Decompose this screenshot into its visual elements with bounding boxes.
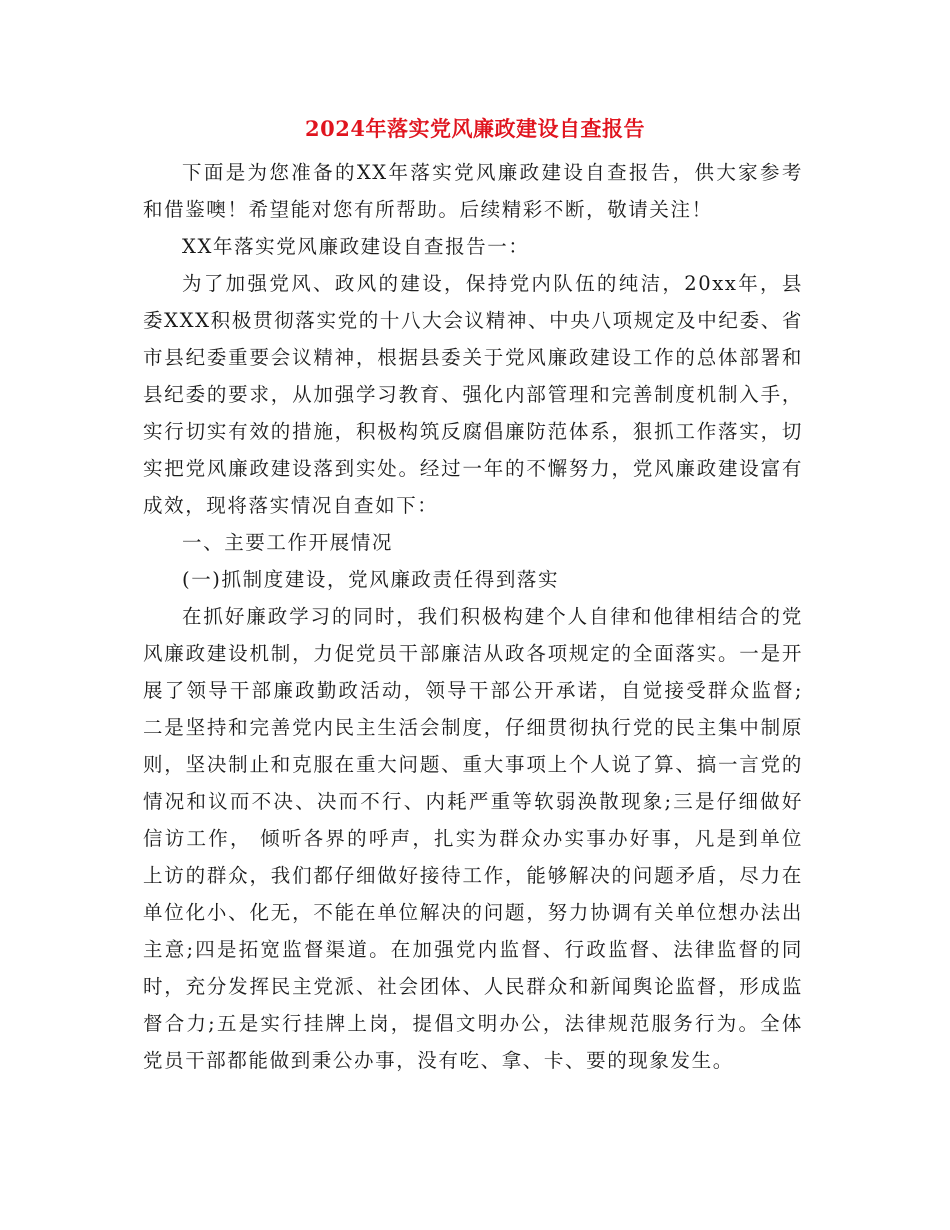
- intro-paragraph: 下面是为您准备的XX年落实党风廉政建设自查报告，供大家参考和借鉴噢！希望能对您有所帮助。后续精彩不断，敬请关注！: [143, 161, 803, 221]
- report-heading: XX年落实党风廉政建设自查报告一：: [182, 235, 530, 258]
- detail-paragraph: 在抓好廉政学习的同时，我们积极构建个人自律和他律相结合的党风廉政建设机制，力促党员干部廉洁从政各项规定的全面落实。一是开展了领导干部廉政勤政活动，领导干部公开承诺，自觉接受群众监督;二是坚持和完善党内民主生活会制度，仔细贯彻执行党的民主集中制原则，坚决制止和克服在重大问题、重大事项上个人说了算、搞一言党的情况和议而不决、决而不行、内耗严重等软弱涣散现象;三是仔细做好信访工作， 倾听各界的呼声，扎实为群众办实事办好事，凡是到单位上访的群众，我们都仔细做好接待工作，能够解决的问题矛盾，尽力在单位化小、化无，不能在单位解决的问题，努力协调有关单位想办法出主意;四是拓宽监督渠道。在加强党内监督、行政监督、法律监督的同时，充分发挥民主党派、社会团体、人民群众和新闻舆论监督，形成监督合力;五是实行挂牌上岗，提倡文明办公，法律规范服务行为。全体党员干部都能做到秉公办事，没有吃、拿、卡、要的现象发生。: [143, 605, 803, 1072]
- document-body: [143, 154, 803, 1079]
- document-title: 2024年落实党风廉政建设自查报告: [305, 116, 645, 141]
- subsection-heading: (一)抓制度建设，党风廉政责任得到落实: [182, 568, 560, 591]
- section-heading: 一、主要工作开展情况: [182, 531, 394, 554]
- overview-paragraph: 为了加强党风、政风的建设，保持党内队伍的纯洁，20xx年，县委XXX积极贯彻落实党的十八大会议精神、中央八项规定及中纪委、省市县纪委重要会议精神，根据县委关于党风廉政建设工作的总体部署和县纪委的要求，从加强学习教育、强化内部管理和完善制度机制入手，实行切实有效的措施，积极构筑反腐倡廉防范体系，狠抓工作落实，切实把党风廉政建设落到实处。经过一年的不懈努力，党风廉政建设富有成效，现将落实情况自查如下：: [143, 272, 803, 517]
